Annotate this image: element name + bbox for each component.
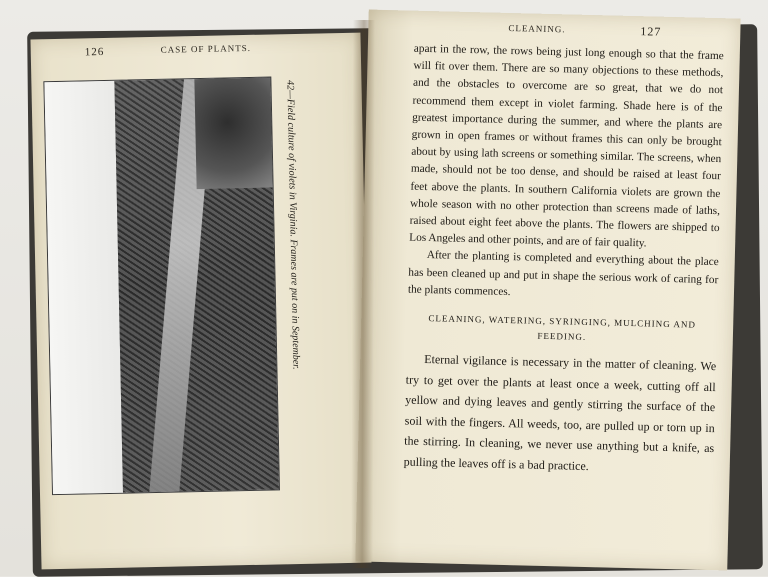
- left-page-number: 126: [84, 45, 105, 59]
- photo-trees: [194, 77, 276, 189]
- right-running-head: CLEANING.: [508, 22, 566, 35]
- figure-caption: 42—Field culture of violets in Virginia. Frames are put on in September.: [284, 79, 302, 370]
- violet-field-photo: [43, 76, 280, 495]
- left-running-head: CASE OF PLANTS.: [160, 42, 252, 55]
- paragraph-3: Eternal vigilance is necessary in the matter of cleaning. We try to get over the plants at least once a week, cutting off all yellow and dying leaves and gently stirring the surface of the soil with the fingers. All weeds, too, are pulled up or torn up in the stirring. In cleaning, we never use anything but a knife, as pulling the leaves off is a bad practice.: [403, 352, 717, 473]
- right-page: [355, 10, 740, 571]
- right-page-number: 127: [640, 24, 662, 39]
- page-body: [404, 41, 724, 479]
- paragraph-1: apart in the row, the rows being just long enough so that the frame will fit over them. There are so many objections to these methods, and the obstacles to overcome are so great, that we do not recommend them except in violet farming. Shade here is of the greatest importance during the summer, and where the plants are grown in open frames or without frames this can only be brought about by using lath screens or something similar. The screens, when made, should not be too dense, and should be raised at least four feet above the plants. In southern California violets are grown the whole season with no other protection than screens made of laths, raised about eight feet above the plants. The flowers are shipped to Los Angeles and other points, and are of fair quality.: [409, 42, 724, 250]
- section-heading: CLEANING, WATERING, SYRINGING, MULCHING AND FEEDING.: [428, 313, 697, 342]
- book-gutter: [351, 20, 375, 568]
- paragraph-2: After the planting is completed and everything about the place has been cleaned up and put in shape the serious work of caring for the plants commences.: [407, 249, 719, 298]
- left-page: [30, 33, 371, 570]
